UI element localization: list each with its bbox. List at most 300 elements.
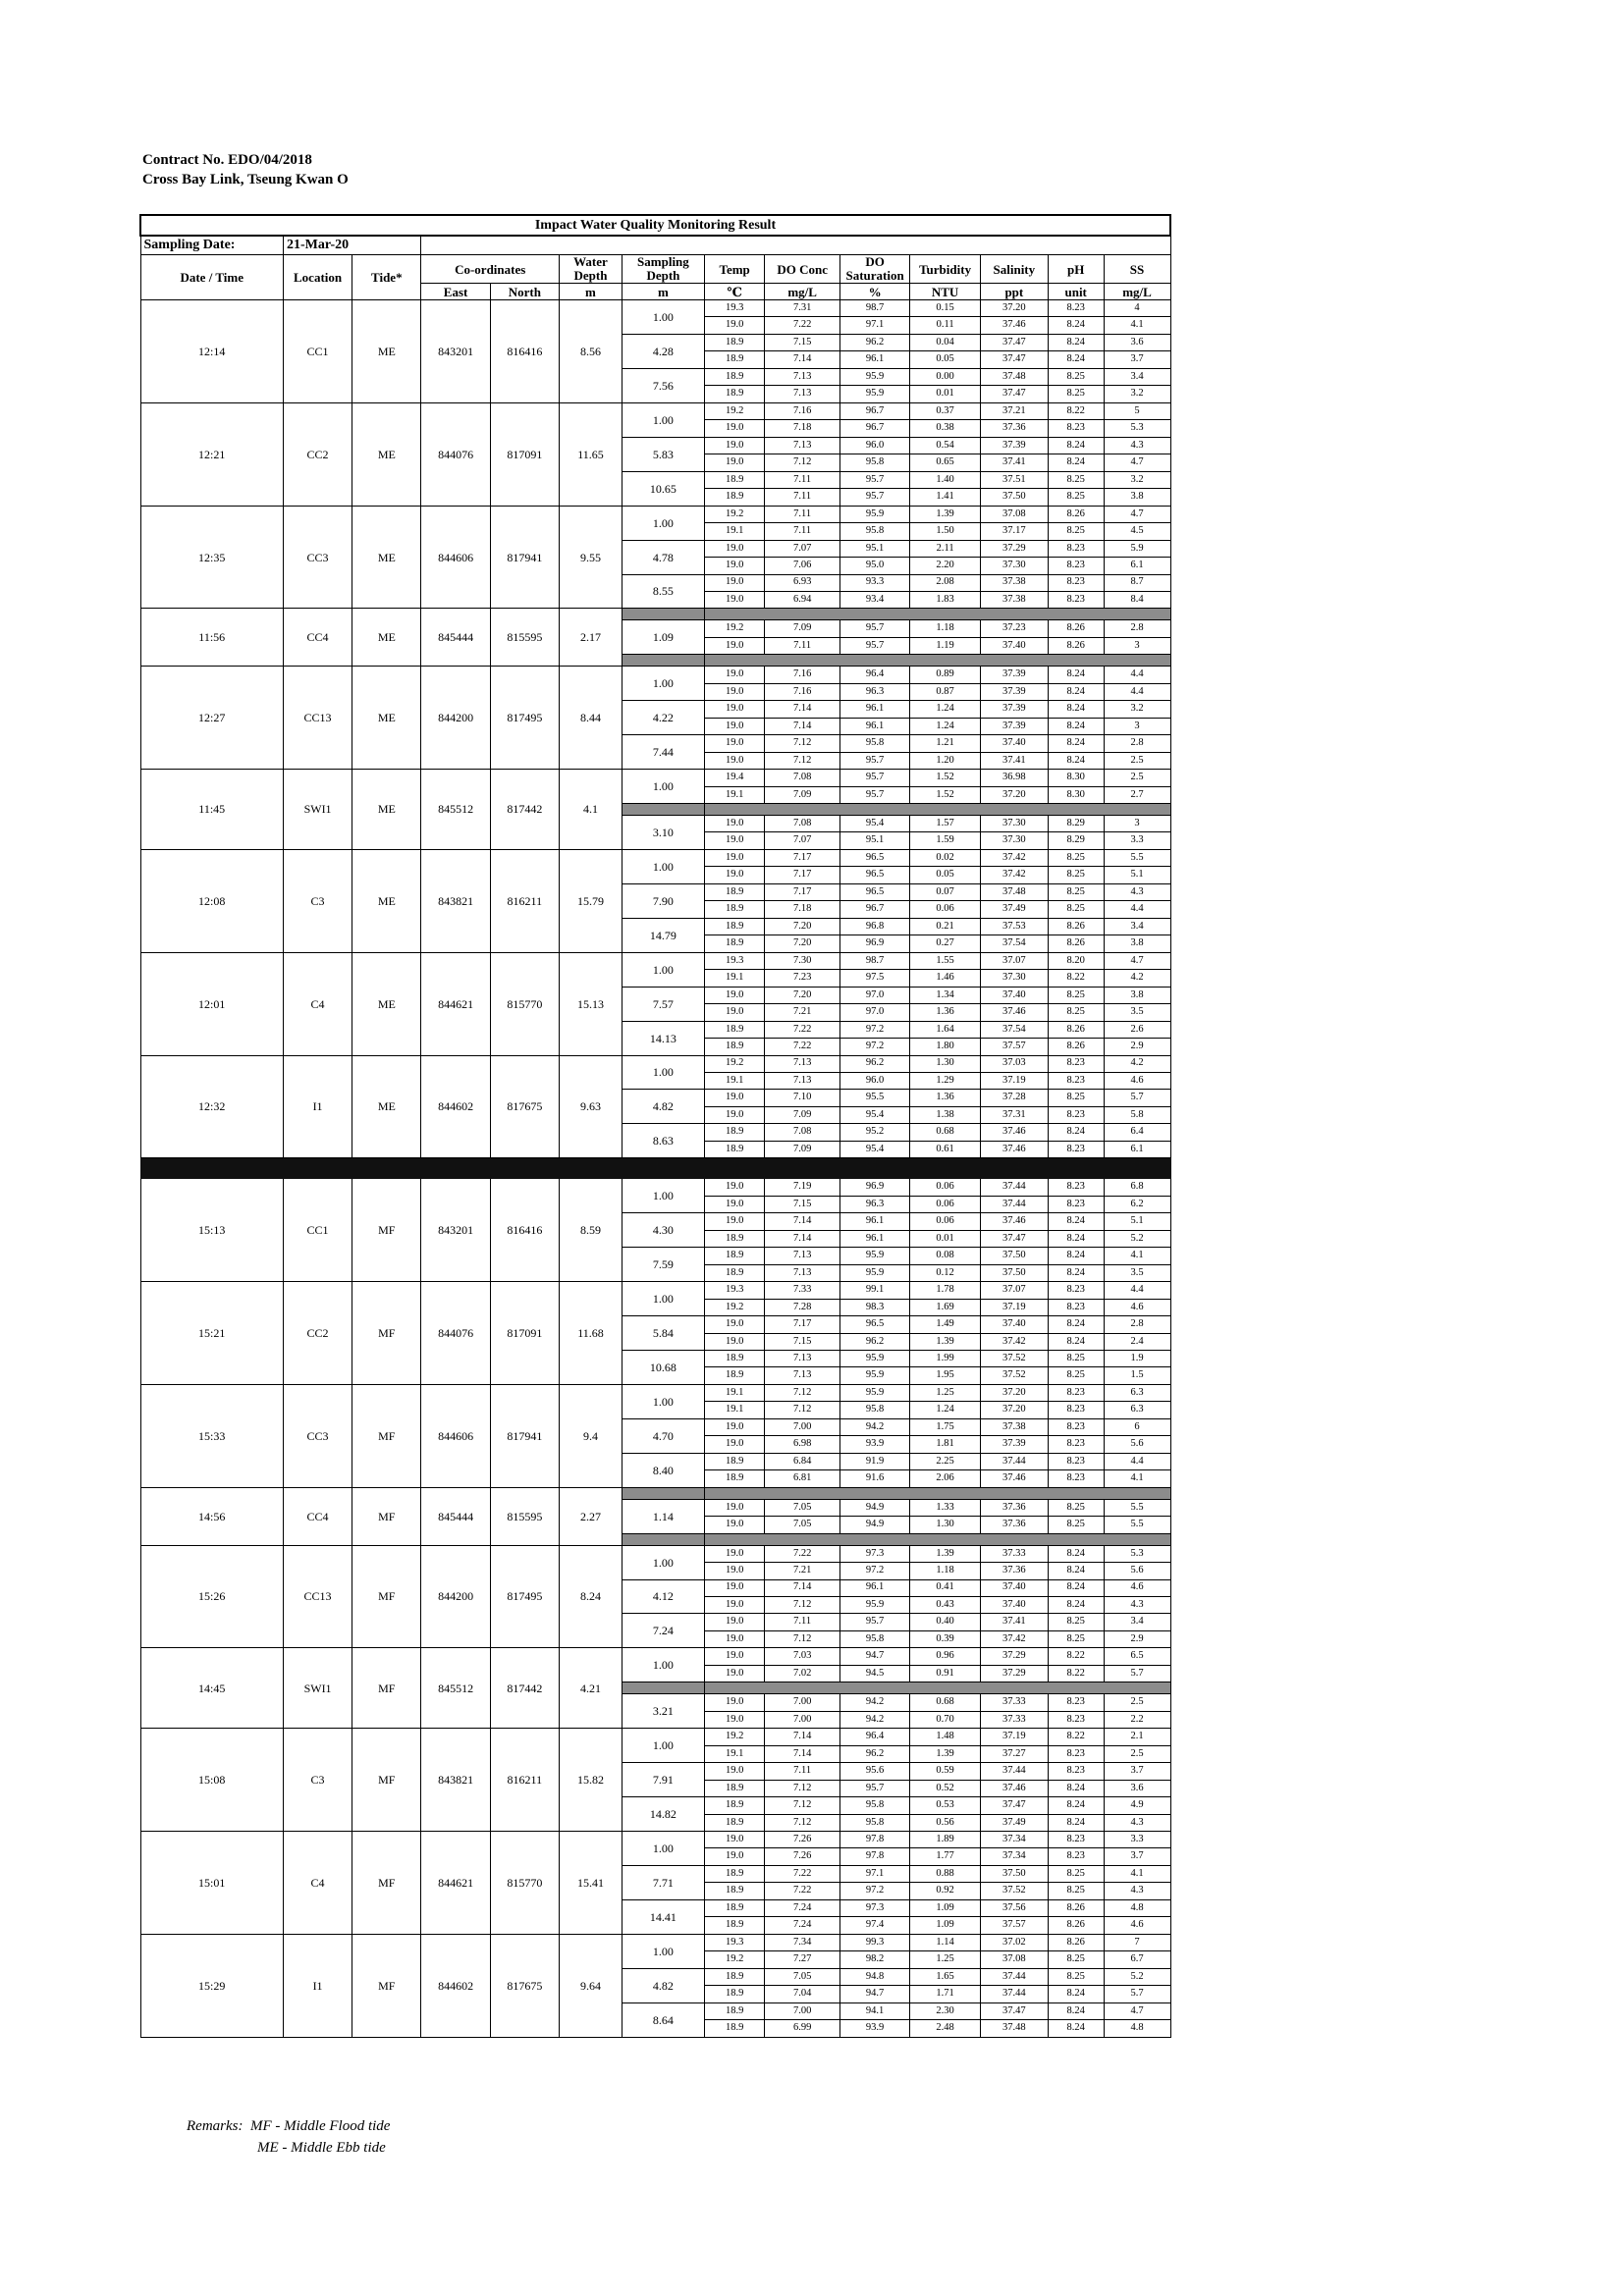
value-temp: 19.0: [704, 1665, 765, 1682]
value-ph: 8.23: [1048, 1282, 1104, 1299]
value-turbidity: 0.92: [910, 1883, 980, 1899]
sampling-depth-cell: 7.91: [623, 1763, 705, 1797]
value-turbidity: 2.06: [910, 1470, 980, 1487]
value-ph: 8.23: [1048, 1453, 1104, 1469]
value-ph: 8.23: [1048, 1402, 1104, 1418]
value-ph: 8.24: [1048, 1814, 1104, 1831]
value-turbidity: 1.38: [910, 1106, 980, 1123]
value-salinity: 37.40: [980, 1316, 1048, 1333]
value-temp: 19.0: [704, 1694, 765, 1711]
value-turbidity: 0.06: [910, 1213, 980, 1230]
value-salinity: 37.42: [980, 867, 1048, 883]
unit-temp: ℃: [704, 284, 765, 300]
station-location: C4: [283, 952, 352, 1055]
value-ph: 8.24: [1048, 1333, 1104, 1350]
value-ph: 8.24: [1048, 437, 1104, 454]
value-ph: 8.26: [1048, 1039, 1104, 1055]
value-ss: 3.8: [1104, 935, 1170, 952]
value-turbidity: 0.21: [910, 918, 980, 934]
table-row: [140, 609, 1170, 614]
station-location: CC2: [283, 402, 352, 506]
value-do-conc: 7.12: [765, 752, 839, 769]
value-turbidity: 1.24: [910, 718, 980, 734]
sampling-date-value: 21-Mar-20: [283, 236, 421, 255]
value-do-conc: 7.13: [765, 1055, 839, 1072]
value-do-saturation: 98.7: [839, 952, 909, 969]
value-ss: 2.9: [1104, 1630, 1170, 1647]
value-do-saturation: 96.8: [839, 918, 909, 934]
value-do-conc: 7.07: [765, 832, 839, 849]
sampling-depth-cell: [623, 655, 705, 667]
value-turbidity: 1.36: [910, 1090, 980, 1106]
value-do-saturation: 95.8: [839, 454, 909, 471]
value-turbidity: 0.65: [910, 454, 980, 471]
sampling-date-label: Sampling Date:: [140, 236, 283, 255]
value-do-conc: 7.12: [765, 735, 839, 752]
value-do-conc: 6.98: [765, 1436, 839, 1453]
value-do-conc: 7.08: [765, 1124, 839, 1141]
value-do-saturation: 96.5: [839, 1316, 909, 1333]
value-do-saturation: 96.9: [839, 1179, 909, 1196]
value-do-saturation: 95.1: [839, 832, 909, 849]
value-do-conc: 7.14: [765, 351, 839, 368]
value-ss: 5: [1104, 402, 1170, 419]
station-location: I1: [283, 1934, 352, 2037]
value-do-saturation: 95.8: [839, 735, 909, 752]
value-ss: 5.5: [1104, 1517, 1170, 1533]
value-temp: 19.1: [704, 523, 765, 540]
value-salinity: 37.19: [980, 1299, 1048, 1315]
station-location: C3: [283, 849, 352, 952]
value-ph: 8.23: [1048, 1694, 1104, 1711]
value-ss: 5.3: [1104, 420, 1170, 437]
value-turbidity: 1.46: [910, 970, 980, 987]
value-salinity: 37.29: [980, 1648, 1048, 1665]
station-location: C3: [283, 1729, 352, 1832]
table-row: [140, 1055, 1170, 1072]
station-east: 845512: [421, 1648, 490, 1729]
value-do-saturation: 95.7: [839, 752, 909, 769]
value-salinity: 37.44: [980, 1453, 1048, 1469]
value-ph: 8.24: [1048, 1579, 1104, 1596]
value-do-conc: 7.17: [765, 1316, 839, 1333]
value-ss: 2.1: [1104, 1729, 1170, 1745]
value-turbidity: 0.27: [910, 935, 980, 952]
table-row: [140, 402, 1170, 419]
value-ph: 8.26: [1048, 1934, 1104, 1950]
table-row: [140, 1832, 1170, 1848]
value-ph: 8.25: [1048, 1367, 1104, 1384]
value-do-saturation: 95.8: [839, 1402, 909, 1418]
value-temp: 19.2: [704, 1055, 765, 1072]
value-temp: 19.0: [704, 832, 765, 849]
value-temp: 19.0: [704, 1418, 765, 1435]
station-time: 11:56: [140, 609, 283, 667]
value-temp: 18.9: [704, 1367, 765, 1384]
value-turbidity: 1.89: [910, 1832, 980, 1848]
sampling-depth-cell: 1.00: [623, 849, 705, 883]
value-turbidity: 1.99: [910, 1351, 980, 1367]
value-ph: 8.24: [1048, 1124, 1104, 1141]
value-turbidity: 0.41: [910, 1579, 980, 1596]
value-ss: 7: [1104, 1934, 1170, 1950]
value-turbidity: 0.39: [910, 1630, 980, 1647]
value-do-conc: 7.12: [765, 454, 839, 471]
value-ph: 8.25: [1048, 523, 1104, 540]
station-north: 817442: [490, 1648, 559, 1729]
value-temp: 18.9: [704, 368, 765, 385]
sampling-depth-cell: 14.79: [623, 918, 705, 952]
value-ss: 4.3: [1104, 1814, 1170, 1831]
value-do-conc: 7.02: [765, 1665, 839, 1682]
value-do-saturation: 97.2: [839, 1021, 909, 1038]
station-time: 12:35: [140, 506, 283, 609]
value-do-conc: 7.09: [765, 1106, 839, 1123]
station-time: 15:21: [140, 1282, 283, 1385]
value-turbidity: 1.25: [910, 1951, 980, 1968]
value-do-saturation: 96.1: [839, 351, 909, 368]
value-ph: 8.25: [1048, 987, 1104, 1003]
value-do-conc: 7.21: [765, 1004, 839, 1021]
value-salinity: 37.40: [980, 987, 1048, 1003]
value-salinity: 37.19: [980, 1729, 1048, 1745]
value-ss: 3.7: [1104, 1763, 1170, 1780]
station-tide: ME: [352, 1055, 421, 1158]
value-ph: 8.24: [1048, 2020, 1104, 2037]
value-temp: 19.0: [704, 1763, 765, 1780]
value-do-saturation: 95.0: [839, 558, 909, 574]
value-do-saturation: 93.9: [839, 1436, 909, 1453]
value-ss: 6.7: [1104, 1951, 1170, 1968]
table-row: [140, 952, 1170, 969]
value-ss: 6.3: [1104, 1402, 1170, 1418]
value-salinity: 37.38: [980, 591, 1048, 608]
value-do-conc: 7.11: [765, 637, 839, 654]
value-turbidity: 1.83: [910, 591, 980, 608]
value-salinity: 37.52: [980, 1883, 1048, 1899]
value-ph: 8.26: [1048, 620, 1104, 637]
value-salinity: 37.47: [980, 351, 1048, 368]
value-ss: 5.7: [1104, 1090, 1170, 1106]
table-row: [140, 1648, 1170, 1665]
value-temp: 18.9: [704, 1865, 765, 1882]
value-do-saturation: 94.7: [839, 1648, 909, 1665]
station-north: 817675: [490, 1934, 559, 2037]
value-do-saturation: 96.2: [839, 1055, 909, 1072]
value-salinity: 37.36: [980, 1563, 1048, 1579]
value-salinity: 37.40: [980, 1596, 1048, 1613]
value-do-conc: 7.07: [765, 540, 839, 557]
value-ph: 8.25: [1048, 1499, 1104, 1516]
value-salinity: 37.34: [980, 1832, 1048, 1848]
value-turbidity: 1.18: [910, 620, 980, 637]
value-do-saturation: 96.1: [839, 1579, 909, 1596]
value-do-saturation: 95.9: [839, 1351, 909, 1367]
value-turbidity: 1.52: [910, 770, 980, 786]
header-coordinates: Co-ordinates: [421, 255, 560, 284]
value-do-conc: 7.17: [765, 883, 839, 900]
value-turbidity: 0.06: [910, 1196, 980, 1212]
sampling-depth-cell: 3.10: [623, 815, 705, 849]
value-salinity: 37.33: [980, 1545, 1048, 1562]
value-temp: 19.0: [704, 540, 765, 557]
value-ss: 4.1: [1104, 1470, 1170, 1487]
station-time: 12:21: [140, 402, 283, 506]
value-temp: 18.9: [704, 901, 765, 918]
value-temp: 19.0: [704, 420, 765, 437]
value-ss: 4.3: [1104, 1883, 1170, 1899]
value-do-conc: 7.17: [765, 849, 839, 866]
station-water-depth: 4.21: [559, 1648, 622, 1729]
value-ss: 4.6: [1104, 1579, 1170, 1596]
value-temp: 19.0: [704, 683, 765, 700]
value-temp: 19.0: [704, 1436, 765, 1453]
station-east: 843821: [421, 1729, 490, 1832]
table-row: [140, 1934, 1170, 1950]
value-salinity: 37.39: [980, 683, 1048, 700]
value-do-conc: 7.13: [765, 1248, 839, 1264]
value-temp: 19.2: [704, 620, 765, 637]
value-salinity: 37.57: [980, 1039, 1048, 1055]
station-east: 844606: [421, 1384, 490, 1487]
unit-salinity: ppt: [980, 284, 1048, 300]
value-do-saturation: 94.9: [839, 1499, 909, 1516]
station-water-depth: 9.63: [559, 1055, 622, 1158]
table-row: [140, 1545, 1170, 1562]
value-salinity: 37.44: [980, 1196, 1048, 1212]
value-salinity: 37.50: [980, 1865, 1048, 1882]
value-ss: 4.7: [1104, 506, 1170, 522]
value-temp: 18.9: [704, 1899, 765, 1916]
value-do-conc: 7.16: [765, 402, 839, 419]
table-row: [140, 1729, 1170, 1745]
value-turbidity: 1.30: [910, 1517, 980, 1533]
value-temp: 19.0: [704, 558, 765, 574]
value-ph: 8.26: [1048, 506, 1104, 522]
value-temp: 18.9: [704, 1453, 765, 1469]
value-temp: 19.2: [704, 402, 765, 419]
value-salinity: 37.48: [980, 883, 1048, 900]
remarks-mf: MF - Middle Flood tide: [249, 2118, 391, 2134]
value-temp: 19.3: [704, 300, 765, 317]
value-do-conc: 7.12: [765, 1780, 839, 1796]
station-tide: MF: [352, 1648, 421, 1729]
station-tide: MF: [352, 1487, 421, 1545]
value-do-saturation: 97.2: [839, 1883, 909, 1899]
value-do-saturation: 97.0: [839, 987, 909, 1003]
value-temp: 19.0: [704, 1004, 765, 1021]
value-ss: 8.7: [1104, 574, 1170, 591]
unit-ss: mg/L: [1104, 284, 1170, 300]
value-ss: 6.8: [1104, 1179, 1170, 1196]
sampling-depth-cell: [623, 804, 705, 816]
tide-separator-bar: [140, 1158, 1170, 1179]
sampling-depth-cell: 1.00: [623, 1545, 705, 1579]
station-location: CC2: [283, 1282, 352, 1385]
value-temp: 19.0: [704, 1630, 765, 1647]
value-do-saturation: 95.7: [839, 770, 909, 786]
station-east: 844076: [421, 402, 490, 506]
value-ss: 3.3: [1104, 832, 1170, 849]
value-salinity: 37.41: [980, 1614, 1048, 1630]
value-ss: 3.8: [1104, 987, 1170, 1003]
value-temp: 19.1: [704, 1745, 765, 1762]
station-north: 817495: [490, 667, 559, 770]
header-datetime: Date / Time: [140, 255, 283, 300]
value-do-saturation: 99.3: [839, 1934, 909, 1950]
value-salinity: 37.39: [980, 667, 1048, 683]
value-turbidity: 0.52: [910, 1780, 980, 1796]
value-temp: 18.9: [704, 1248, 765, 1264]
value-do-conc: 7.09: [765, 786, 839, 803]
sampling-depth-cell: [623, 1487, 705, 1499]
sampling-depth-cell: 8.63: [623, 1124, 705, 1158]
value-turbidity: 0.37: [910, 402, 980, 419]
sampling-depth-cell: 14.41: [623, 1899, 705, 1934]
value-ph: 8.24: [1048, 667, 1104, 683]
value-do-conc: 7.14: [765, 701, 839, 718]
sampling-date-filler: [421, 236, 1170, 255]
sampling-depth-cell: 1.00: [623, 300, 705, 335]
value-turbidity: 1.57: [910, 815, 980, 831]
value-ph: 8.24: [1048, 1316, 1104, 1333]
table-row: [140, 1487, 1170, 1493]
value-salinity: 37.29: [980, 1665, 1048, 1682]
value-do-conc: 7.12: [765, 1402, 839, 1418]
value-do-conc: 7.12: [765, 1596, 839, 1613]
value-turbidity: 0.43: [910, 1596, 980, 1613]
station-tide: ME: [352, 609, 421, 667]
station-water-depth: 8.56: [559, 300, 622, 403]
value-do-conc: 6.99: [765, 2020, 839, 2037]
value-do-saturation: 96.2: [839, 334, 909, 350]
station-time: 15:29: [140, 1934, 283, 2037]
value-ss: 2.8: [1104, 735, 1170, 752]
value-turbidity: 1.34: [910, 987, 980, 1003]
value-do-conc: 7.05: [765, 1517, 839, 1533]
value-salinity: 37.46: [980, 1470, 1048, 1487]
table-row: [140, 1384, 1170, 1401]
value-temp: 19.3: [704, 1282, 765, 1299]
value-turbidity: 1.20: [910, 752, 980, 769]
water-quality-table: [139, 214, 1171, 2038]
value-do-conc: 7.11: [765, 489, 839, 506]
value-do-saturation: 93.3: [839, 574, 909, 591]
value-ss: 4.2: [1104, 970, 1170, 987]
station-north: 815770: [490, 1832, 559, 1935]
value-do-conc: 7.00: [765, 1418, 839, 1435]
value-turbidity: 1.30: [910, 1055, 980, 1072]
value-do-saturation: 97.2: [839, 1563, 909, 1579]
value-ph: 8.23: [1048, 1055, 1104, 1072]
value-salinity: 37.38: [980, 1418, 1048, 1435]
value-turbidity: 1.69: [910, 1299, 980, 1315]
value-ss: 4.3: [1104, 437, 1170, 454]
station-location: CC3: [283, 1384, 352, 1487]
value-do-saturation: 95.9: [839, 1367, 909, 1384]
value-temp: 19.0: [704, 1106, 765, 1123]
value-ph: 8.22: [1048, 1729, 1104, 1745]
value-salinity: 37.41: [980, 752, 1048, 769]
station-location: C4: [283, 1832, 352, 1935]
table-row: [140, 1179, 1170, 1196]
value-ph: 8.25: [1048, 1004, 1104, 1021]
value-ph: 8.25: [1048, 386, 1104, 402]
sampling-depth-cell: 4.82: [623, 1968, 705, 2002]
value-do-conc: 7.22: [765, 1021, 839, 1038]
value-ph: 8.24: [1048, 1545, 1104, 1562]
value-ss: 3: [1104, 718, 1170, 734]
value-ss: 4.6: [1104, 1917, 1170, 1934]
value-ss: 5.2: [1104, 1968, 1170, 1985]
value-ph: 8.23: [1048, 1299, 1104, 1315]
header-location: Location: [283, 255, 352, 300]
station-water-depth: 15.79: [559, 849, 622, 952]
value-ph: 8.23: [1048, 1418, 1104, 1435]
station-east: 845444: [421, 609, 490, 667]
value-ph: 8.24: [1048, 1563, 1104, 1579]
value-ss: 4.8: [1104, 2020, 1170, 2037]
value-salinity: 37.28: [980, 1090, 1048, 1106]
value-do-saturation: 95.2: [839, 1124, 909, 1141]
value-turbidity: 0.11: [910, 317, 980, 334]
value-temp: 19.0: [704, 1648, 765, 1665]
value-do-saturation: 94.2: [839, 1711, 909, 1728]
station-time: 12:01: [140, 952, 283, 1055]
value-ph: 8.25: [1048, 1517, 1104, 1533]
value-do-conc: 7.00: [765, 1694, 839, 1711]
value-turbidity: 0.87: [910, 683, 980, 700]
value-do-saturation: 95.7: [839, 786, 909, 803]
value-salinity: 37.31: [980, 1106, 1048, 1123]
value-salinity: 37.48: [980, 2020, 1048, 2037]
value-turbidity: 0.01: [910, 1230, 980, 1247]
station-north: 817442: [490, 770, 559, 850]
value-ss: 2.4: [1104, 1333, 1170, 1350]
table-title: Impact Water Quality Monitoring Result: [140, 215, 1170, 236]
value-temp: 18.9: [704, 918, 765, 934]
value-ss: 2.5: [1104, 752, 1170, 769]
sampling-depth-cell: 1.00: [623, 1648, 705, 1682]
remarks: [187, 2115, 390, 2159]
sampling-depth-cell: 1.00: [623, 1729, 705, 1763]
value-ph: 8.23: [1048, 1072, 1104, 1089]
value-ss: 4.8: [1104, 1899, 1170, 1916]
station-north: 817941: [490, 506, 559, 609]
value-temp: 18.9: [704, 1797, 765, 1814]
value-ss: 3: [1104, 637, 1170, 654]
value-do-conc: 7.11: [765, 1614, 839, 1630]
unit-water-depth: m: [559, 284, 622, 300]
value-do-saturation: 91.9: [839, 1453, 909, 1469]
value-ss: 4.9: [1104, 1797, 1170, 1814]
value-turbidity: 1.39: [910, 1545, 980, 1562]
value-temp: 19.0: [704, 735, 765, 752]
station-east: 844621: [421, 952, 490, 1055]
table-row: [140, 770, 1170, 786]
value-do-saturation: 97.4: [839, 1917, 909, 1934]
value-temp: 19.0: [704, 1596, 765, 1613]
value-ph: 8.24: [1048, 1780, 1104, 1796]
value-do-saturation: 95.4: [839, 815, 909, 831]
sampling-depth-cell: 7.59: [623, 1248, 705, 1282]
value-do-saturation: 97.5: [839, 970, 909, 987]
value-ss: 4.4: [1104, 901, 1170, 918]
value-temp: 19.1: [704, 1384, 765, 1401]
sampling-depth-cell: 4.78: [623, 540, 705, 574]
value-salinity: 36.98: [980, 770, 1048, 786]
value-do-saturation: 96.5: [839, 867, 909, 883]
